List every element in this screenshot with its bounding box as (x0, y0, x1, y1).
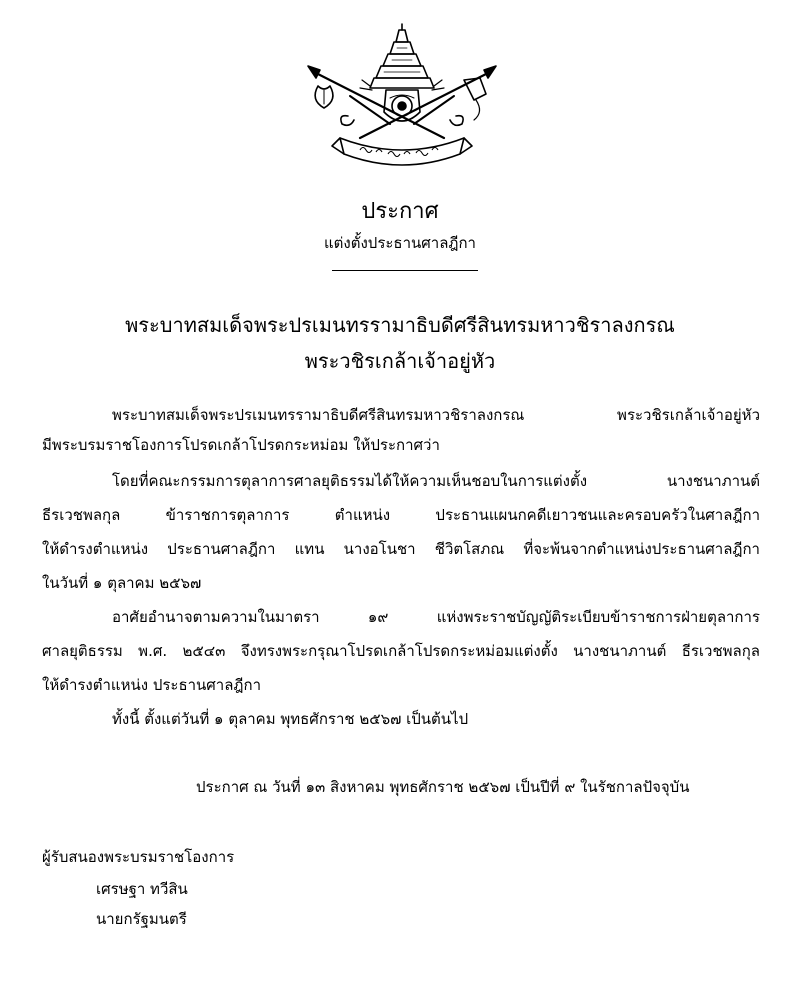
body-p2-line-4: ในวันที่ ๑ ตุลาคม ๒๕๖๗ (42, 574, 202, 592)
body-p1-line-2: มีพระบรมราชโองการโปรดเกล้าโปรดกระหม่อม ให้ประกาศว่า (42, 436, 440, 454)
proclamation-date: ประกาศ ณ วันที่ ๑๓ สิงหาคม พุทธศักราช ๒๕๖๗ เป็นปีที่ ๙ ในรัชกาลปัจจุบัน (196, 778, 690, 796)
body-p3-line-3: ให้ดำรงตำแหน่ง ประธานศาลฎีกา (42, 676, 262, 694)
body-p3-line-2: ศาลยุติธรรม พ.ศ. ๒๕๔๓ จึงทรงพระกรุณาโปรดเกล้าโปรดกระหม่อมแต่งตั้ง นางชนาภานต์ ธีรเวชพลกุล (42, 642, 760, 660)
countersign-title: ผู้รับสนองพระบรมราชโองการ (42, 848, 235, 866)
body-p3-line-1: อาศัยอำนาจตามความในมาตรา ๑๙ แห่งพระราชบัญญัติระเบียบข้าราชการฝ่ายตุลาการ (112, 608, 760, 626)
body-p2-line-2: ธีรเวชพลกุล ข้าราชการตุลาการ ตำแหน่ง ประธานแผนกคดีเยาวชนและครอบครัวในศาลฎีกา (42, 506, 760, 524)
royal-emblem-graphic (304, 20, 500, 170)
announcement-heading: ประกาศ (361, 199, 439, 224)
heading-divider (332, 270, 478, 271)
royal-emblem (304, 20, 500, 170)
body-p2-line-3: ให้ดำรงตำแหน่ง ประธานศาลฎีกา แทน นางอโนชา ชีวิตโสภณ ที่จะพ้นจากตำแหน่งประธานศาลฎีกา (42, 540, 760, 558)
announcement-subheading: แต่งตั้งประธานศาลฎีกา (324, 234, 476, 252)
king-title-line-1: พระบาทสมเด็จพระปรเมนทรรามาธิบดีศรีสินทรมหาวชิราลงกรณ (125, 313, 675, 337)
countersign-name: เศรษฐา ทวีสิน (96, 880, 188, 898)
king-title-line-2: พระวชิรเกล้าเจ้าอยู่หัว (304, 349, 496, 373)
body-p2-line-1: โดยที่คณะกรรมการตุลาการศาลยุติธรรมได้ให้ความเห็นชอบในการแต่งตั้ง นางชนาภานต์ (112, 472, 760, 490)
body-p4-line-1: ทั้งนี้ ตั้งแต่วันที่ ๑ ตุลาคม พุทธศักราช ๒๕๖๗ เป็นต้นไป (112, 710, 469, 728)
body-p1-line-1: พระบาทสมเด็จพระปรเมนทรรามาธิบดีศรีสินทรมหาวชิราลงกรณ พระวชิรเกล้าเจ้าอยู่หัว (112, 406, 760, 424)
countersign-position: นายกรัฐมนตรี (96, 910, 187, 928)
